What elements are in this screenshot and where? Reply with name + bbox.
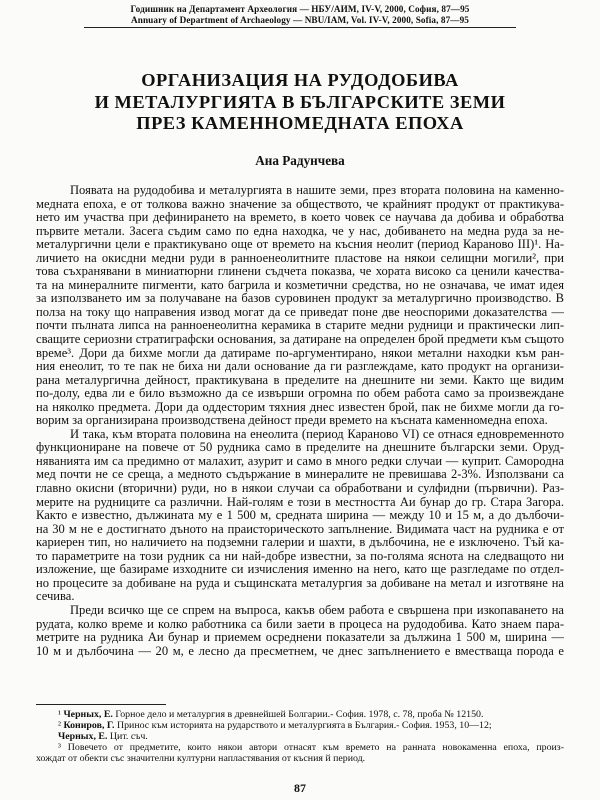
- footnote-marker: ²: [58, 720, 64, 731]
- body-line: по-долу, едва ли е било възможно да се извърши огромна по обем работа само за произвеждане: [36, 387, 564, 401]
- footnote-author: Черных, Е.: [63, 709, 113, 720]
- body-line: сечива.: [36, 590, 75, 604]
- footnote-author: Кониров, Г.: [63, 720, 115, 731]
- body-line: мерите на рудниците са различни. Най-голям е този в местността Аи бунар до гр. Стара Загора.: [36, 495, 564, 509]
- body-line: изложение, ще базираме изходните си изчисления именно на него, като ще разгледаме по отдел-: [36, 563, 564, 577]
- footnote-marker: ³: [58, 742, 68, 753]
- footnote-divider: [36, 704, 166, 705]
- body-line: нето им участва при дефинирането на времето, в което човек се научава да добива и обработва: [36, 211, 564, 225]
- body-line: И така, към втората половина на енеолита (период Караново VI) се отнася едновременното: [70, 427, 564, 441]
- footnote-text: Принос към историята на рударството и металургията в България.- София. 1953, 10—12;: [114, 720, 492, 731]
- body-line: главно окисни (вторични) руди, но в някои случаи са обработвани и сулфидни (първични). Раз-: [36, 482, 564, 496]
- body-line: време³. Дори да бихме могли да датираме по-аргументирано, някои метални находки към ран-: [36, 346, 564, 360]
- body-line: Както е известно, дължината му е 1 500 м, средната ширина — между 10 и 15 м, а до дълбочи-: [36, 509, 564, 523]
- body-line: мед почти не се среща, а медното съдържание в минералите не превишава 2-3%. Използвани са: [36, 468, 564, 482]
- body-line: рана металургична дейност, практикувана в пределите на днешните ни земи. Както ще видим: [36, 373, 564, 387]
- body-line: първите метали. Засега съдим само по една находка, че у нас, добиването на медна руда за не-: [36, 224, 564, 238]
- body-line: функциониране на повече от 50 рудника само в пределите на днешните български земи. Оруд-: [36, 441, 564, 455]
- body-line: рудата, колко време и колко работника са били заети в процеса на рудодобива. Като знаем пара-: [36, 617, 564, 631]
- footnote-text: хождат от обекти със значителни културни напластявания от късния й период.: [36, 753, 366, 764]
- title-line-1: ОРГАНИЗАЦИЯ НА РУДОДОБИВА: [141, 70, 459, 90]
- body-line: метрите на рудника Аи бунар и приемем осреднени показатели за дължина 1 500 м, ширина —: [36, 631, 564, 645]
- footnotes: [36, 709, 564, 764]
- body-line: Преди всичко ще се спрем на въпроса, какъв обем работа е свършена при изкопаването на: [70, 603, 564, 617]
- body-line: ворим за организирана производствена дейност преди времето на късната каменномедна епоха.: [36, 414, 548, 428]
- footnote-text: Цит. съч.: [107, 731, 148, 742]
- body-line: на 30 м не е достигнато дъното на праисторическото запълнение. Видимата част на рудника е от: [36, 522, 564, 536]
- body-line: металургични цели е практикувано още от времето на късния неолит (период Караново III)¹. На-: [36, 238, 564, 252]
- article-title: [60, 70, 540, 135]
- running-head-en: Annuary of Department of Archaeology — NBU/IAM, Vol. IV-V, 2000, Sofia, 87—95: [131, 14, 469, 25]
- body-line: ния енеолит, то те пак не биха ни дали основание да ги разглеждаме, като продукт на организи-: [36, 360, 564, 374]
- footnote-line: [36, 753, 564, 764]
- body-line: няванията им са предимно от малахит, азурит и само в много редки случаи — куприт. Самородна: [36, 454, 564, 468]
- title-line-3: ПРЕЗ КАМЕННОМЕДНАТА ЕПОХА: [136, 113, 464, 133]
- body-line: кариерен тип, но наличието на подземни галерии и шахти, в дълбочина, не е изключено. Тъй ка-: [36, 536, 564, 550]
- title-line-2: И МЕТАЛУРГИЯТА В БЪЛГАРСКИТЕ ЗЕМИ: [94, 91, 506, 112]
- author-name: Ана Радунчева: [255, 153, 345, 168]
- footnote-marker: ¹: [58, 709, 64, 720]
- footnote-author: Черных, Е.: [58, 731, 108, 742]
- body-line: сващите сериозни стратиграфски основания, за датиране на определен брой предмети към същото: [36, 333, 564, 347]
- body-line: 10 м и дълбочина — 20 м, е лесно да пресметнем, че днес запълнението е вместваща порода е: [36, 644, 564, 658]
- footnote-line: [36, 731, 564, 742]
- footnote-line: [36, 720, 564, 731]
- body-line: това съхранявани в миниатюрни глинени съдчета показва, че хората високо са ценили качества-: [36, 265, 564, 279]
- header-divider: [84, 27, 516, 28]
- body-line: медната епоха, е от толкова важно значение за обществото, че крайният продукт от практикува-: [36, 197, 564, 211]
- body-line: Появата на рудодобива и металургията в нашите земи, през втората половина на каменно-: [70, 184, 564, 197]
- page-number: 87: [294, 781, 306, 795]
- article-body: [36, 184, 564, 658]
- body-line: та на минералните пигменти, като багрила и козметични средства, но не означава, че имат идея: [36, 278, 564, 292]
- footnote-line: [36, 742, 564, 753]
- body-line: личието на окисдни медни руди в ранноенеолитните пластове на някои селищни могили², при: [36, 251, 564, 265]
- body-line: за използването им за получаване на базов суровинен продукт за металургично производство. В: [36, 292, 564, 306]
- body-line: полза на току що направения извод могат да се приведат поне две неоспорими доказателства —: [36, 305, 564, 319]
- footnote-line: [36, 709, 564, 720]
- footnote-text: Горное дело и металургия в древнейшей Болгарии.- София. 1978, с. 78, проба № 12150.: [112, 709, 484, 720]
- body-line: но процесите за добиване на руда и същинската металургия за добиване на метал и изготвяне на: [36, 576, 564, 590]
- body-line: то параметрите на този рудник са ни най-добре известни, за по-голяма яснота на следващото ни: [36, 549, 564, 563]
- running-head: [0, 4, 600, 25]
- footnote-text: Повечето от предметите, които някои автори отнасят към времето на ранната новокаменна епоха, произ-: [67, 742, 564, 753]
- body-line: на няколко предмета. Дори да оддесторим тяхния днес известен брой, пак не бихме могли да го-: [36, 400, 564, 414]
- body-line: почти пълната липса на ранноенеолитна керамика в старите медни рудници и практически лип-: [36, 319, 564, 333]
- running-head-bg: Годишник на Департамент Археология — НБУ/АИМ, IV-V, 2000, София, 87—95: [130, 4, 470, 14]
